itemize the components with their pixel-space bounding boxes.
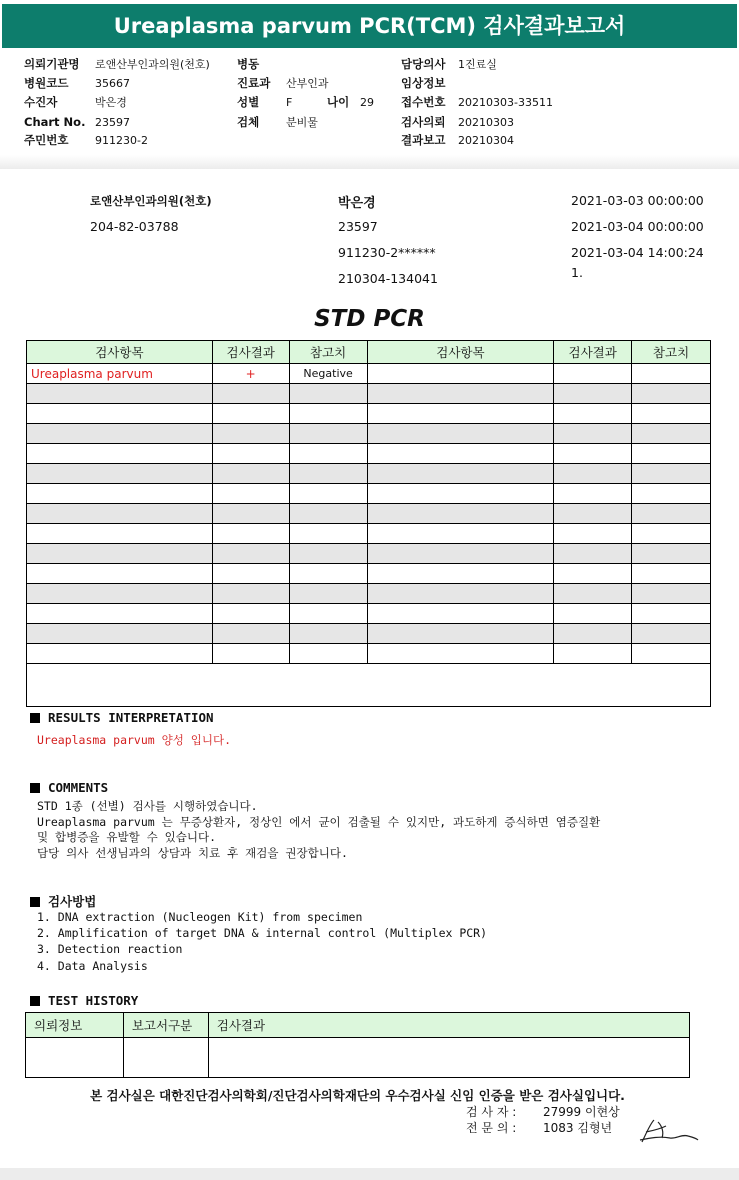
empty-cell xyxy=(212,624,289,644)
empty-cell xyxy=(212,584,289,604)
empty-cell xyxy=(27,584,213,604)
col-header: 참고치 xyxy=(632,341,711,364)
info-value: F xyxy=(286,96,293,109)
empty-cell xyxy=(367,404,554,424)
square-bullet-icon xyxy=(30,897,40,907)
page-bottom-bar xyxy=(0,1168,739,1180)
empty-cell xyxy=(632,444,711,464)
info-label: 접수번호 xyxy=(401,95,446,109)
empty-cell xyxy=(212,484,289,504)
info-value: 로앤산부인과의원(천호) xyxy=(95,58,210,71)
empty-cell xyxy=(289,604,367,624)
reference-value: Negative xyxy=(289,364,367,384)
square-bullet-icon xyxy=(30,996,40,1006)
col-header: 검사결과 xyxy=(554,341,632,364)
info-value: 1진료실 xyxy=(458,58,497,71)
comment-line: Ureaplasma parvum 는 무증상환자, 정상인 에서 균이 검출될 수 있지만, 과도하게 증식하면 염증질환 xyxy=(37,815,601,829)
tester-name: 27999 이현상 xyxy=(543,1105,620,1119)
empty-cell xyxy=(367,444,554,464)
results-table-footer xyxy=(26,659,711,707)
empty-cell xyxy=(27,544,213,564)
empty-cell xyxy=(554,444,632,464)
empty-cell xyxy=(632,464,711,484)
empty-cell xyxy=(554,484,632,504)
empty-cell xyxy=(212,564,289,584)
doctor-name: 1083 김형년 xyxy=(543,1121,613,1135)
empty-cell xyxy=(632,604,711,624)
empty-cell xyxy=(289,444,367,464)
empty-cell xyxy=(632,624,711,644)
info-label: 임상정보 xyxy=(401,76,446,90)
empty-cell xyxy=(367,604,554,624)
clinic-name: 로앤산부인과의원(천호) xyxy=(90,194,212,208)
method-line: 2. Amplification of target DNA & internal control (Multiplex PCR) xyxy=(37,926,488,940)
col-header: 검사항목 xyxy=(27,341,213,364)
empty-cell xyxy=(289,424,367,444)
empty-cell xyxy=(367,544,554,564)
empty-cell xyxy=(289,584,367,604)
empty-cell xyxy=(367,564,554,584)
empty-cell xyxy=(632,384,711,404)
empty-cell xyxy=(554,384,632,404)
interpretation-heading-text: RESULTS INTERPRETATION xyxy=(48,710,214,725)
patient-name: 박은경 xyxy=(338,196,376,211)
empty-cell xyxy=(632,544,711,564)
empty-cell xyxy=(289,564,367,584)
empty-cell xyxy=(289,624,367,644)
empty-cell xyxy=(367,384,554,404)
comment-line: 및 합병증을 유발할 수 있습니다. xyxy=(37,830,217,844)
col-header: 참고치 xyxy=(289,341,367,364)
comment-line: 담당 의사 선생님과의 상담과 치료 후 재검을 권장합니다. xyxy=(37,846,348,860)
square-bullet-icon xyxy=(30,713,40,723)
empty-cell xyxy=(212,524,289,544)
info-value: 20210304 xyxy=(458,134,514,147)
table-row xyxy=(27,364,711,384)
empty-cell xyxy=(27,444,213,464)
empty-cell xyxy=(212,404,289,424)
test-result: + xyxy=(212,364,289,384)
info-label: 검사의뢰 xyxy=(401,115,446,129)
empty-cell xyxy=(289,484,367,504)
empty-cell xyxy=(554,584,632,604)
empty-cell xyxy=(632,584,711,604)
empty-cell xyxy=(289,524,367,544)
table-row xyxy=(27,484,711,504)
results-table xyxy=(26,340,711,664)
info-value: 23597 xyxy=(95,116,130,129)
empty-cell xyxy=(27,624,213,644)
empty-cell xyxy=(632,404,711,424)
empty-cell xyxy=(554,524,632,544)
empty-cell xyxy=(632,504,711,524)
empty-cell xyxy=(367,424,554,444)
table-row xyxy=(27,564,711,584)
empty-cell xyxy=(554,624,632,644)
empty-cell xyxy=(212,444,289,464)
empty-cell xyxy=(289,404,367,424)
signature-icon xyxy=(636,1112,702,1146)
method-line: 3. Detection reaction xyxy=(37,942,183,956)
table-row xyxy=(27,604,711,624)
empty-cell xyxy=(367,504,554,524)
empty-cell xyxy=(212,604,289,624)
empty-cell xyxy=(212,384,289,404)
comment-line: STD 1종 (선별) 검사를 시행하였습니다. xyxy=(37,799,258,813)
square-bullet-icon xyxy=(30,783,40,793)
report-title: Ureaplasma parvum PCR(TCM) 검사결과보고서 xyxy=(113,14,626,38)
table-row xyxy=(27,584,711,604)
empty-cell xyxy=(208,1038,689,1078)
empty-cell xyxy=(554,604,632,624)
empty-cell xyxy=(289,504,367,524)
empty-cell xyxy=(212,504,289,524)
section-divider xyxy=(0,155,739,169)
empty-cell xyxy=(367,624,554,644)
info-label: 병원코드 xyxy=(24,76,69,90)
info-label: 의뢰기관명 xyxy=(24,57,80,71)
empty-cell xyxy=(212,464,289,484)
empty-cell xyxy=(367,524,554,544)
table-row xyxy=(27,504,711,524)
method-heading xyxy=(30,892,96,910)
info-value: 20210303-33511 xyxy=(458,96,553,109)
col-header: 의뢰정보 xyxy=(26,1013,124,1038)
table-row xyxy=(27,624,711,644)
empty-cell xyxy=(367,484,554,504)
date-requested: 2021-03-03 00:00:00 xyxy=(571,193,704,208)
empty-cell xyxy=(367,464,554,484)
table-row xyxy=(27,544,711,564)
table-row xyxy=(26,1038,690,1078)
results-header-row xyxy=(27,341,711,364)
col-header: 보고서구분 xyxy=(123,1013,208,1038)
info-label: 성별 xyxy=(237,95,260,109)
empty-cell xyxy=(123,1038,208,1078)
report-header xyxy=(0,0,739,54)
empty-cell xyxy=(554,504,632,524)
page-number: 1. xyxy=(571,265,583,280)
empty-cell xyxy=(26,1038,124,1078)
info-label: 나이 xyxy=(327,95,350,109)
interpretation-heading xyxy=(30,710,214,725)
empty-cell xyxy=(632,564,711,584)
info-label: 주민번호 xyxy=(24,133,69,147)
empty-cell xyxy=(289,544,367,564)
empty-cell xyxy=(212,424,289,444)
col-header: 검사항목 xyxy=(367,341,554,364)
col-header: 검사결과 xyxy=(208,1013,689,1038)
empty-cell xyxy=(554,424,632,444)
empty-cell xyxy=(632,524,711,544)
empty-cell xyxy=(27,524,213,544)
chart-number: 23597 xyxy=(338,219,378,234)
history-heading-text: TEST HISTORY xyxy=(48,993,139,1008)
std-pcr-title: STD PCR xyxy=(314,306,425,332)
table-row xyxy=(27,524,711,544)
col-header: 검사결과 xyxy=(212,341,289,364)
info-value: 분비물 xyxy=(286,116,318,129)
info-label: 병동 xyxy=(237,57,260,71)
table-row xyxy=(27,384,711,404)
empty-cell xyxy=(27,484,213,504)
method-line: 1. DNA extraction (Nucleogen Kit) from specimen xyxy=(37,910,363,924)
empty-cell xyxy=(27,384,213,404)
doctor-label: 전 문 의 : xyxy=(466,1121,517,1135)
receipt-number: 210304-134041 xyxy=(338,271,438,286)
info-value: 29 xyxy=(360,96,374,109)
empty-cell xyxy=(27,404,213,424)
history-header-row xyxy=(26,1013,690,1038)
accreditation-note: 본 검사실은 대한진단검사의학회/진단검사의학재단의 우수검사실 신임 인증을 받은 검사실입니다. xyxy=(90,1088,625,1103)
info-label: 검체 xyxy=(237,115,260,129)
info-value: 20210303 xyxy=(458,116,514,129)
empty-cell xyxy=(27,564,213,584)
empty-cell xyxy=(27,504,213,524)
empty-cell xyxy=(554,564,632,584)
empty-cell xyxy=(289,384,367,404)
info-value: 박은경 xyxy=(95,96,127,109)
empty-cell xyxy=(554,544,632,564)
method-line: 4. Data Analysis xyxy=(37,959,148,973)
date-received: 2021-03-04 00:00:00 xyxy=(571,219,704,234)
table-row xyxy=(27,444,711,464)
comments-heading-text: COMMENTS xyxy=(48,780,109,795)
table-row xyxy=(27,404,711,424)
info-value: 35667 xyxy=(95,77,130,90)
resident-number: 911230-2****** xyxy=(338,245,436,260)
comments-heading xyxy=(30,780,108,795)
empty-cell xyxy=(554,364,632,384)
business-number: 204-82-03788 xyxy=(90,219,179,234)
info-label: 수진자 xyxy=(24,95,58,109)
info-label: 결과보고 xyxy=(401,133,446,147)
empty-cell xyxy=(27,464,213,484)
history-heading xyxy=(30,993,138,1008)
empty-cell xyxy=(554,404,632,424)
empty-cell xyxy=(289,464,367,484)
info-value: 산부인과 xyxy=(286,77,329,90)
test-item: Ureaplasma parvum xyxy=(27,364,213,384)
method-heading-text: 검사방법 xyxy=(48,894,97,909)
empty-cell xyxy=(554,464,632,484)
interpretation-text: Ureaplasma parvum 양성 입니다. xyxy=(37,733,232,747)
empty-cell xyxy=(27,604,213,624)
history-table xyxy=(25,1012,690,1078)
empty-cell xyxy=(632,424,711,444)
tester-label: 검 사 자 : xyxy=(466,1105,517,1119)
info-label: 담당의사 xyxy=(401,57,446,71)
info-value: 911230-2 xyxy=(95,134,148,147)
empty-cell xyxy=(27,424,213,444)
empty-cell xyxy=(367,584,554,604)
empty-cell xyxy=(632,364,711,384)
date-reported: 2021-03-04 14:00:24 xyxy=(571,245,704,260)
empty-cell xyxy=(212,544,289,564)
empty-cell xyxy=(367,364,554,384)
table-row xyxy=(27,424,711,444)
empty-cell xyxy=(632,484,711,504)
info-label: Chart No. xyxy=(24,115,86,129)
info-label: 진료과 xyxy=(237,76,271,90)
table-row xyxy=(27,464,711,484)
